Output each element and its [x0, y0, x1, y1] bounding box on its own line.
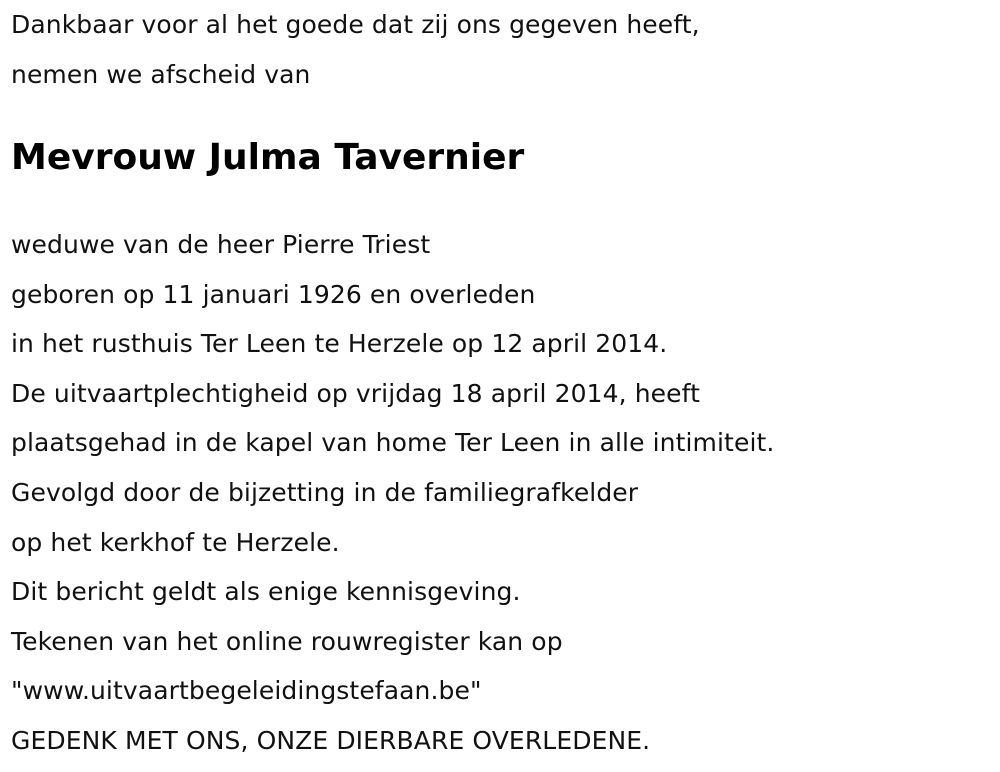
- intro-line: Dankbaar voor al het goede dat zij ons gegeven heeft,: [11, 10, 700, 39]
- closing-line: GEDENK MET ONS, ONZE DIERBARE OVERLEDENE.: [11, 725, 651, 755]
- notice-line: geboren op 11 januari 1926 en overleden: [11, 279, 536, 309]
- notice-line: Tekenen van het online rouwregister kan op: [11, 626, 563, 656]
- notice-line: De uitvaartplechtigheid op vrijdag 18 april 2014, heeft: [11, 378, 701, 408]
- notice-line: plaatsgehad in de kapel van home Ter Leen in alle intimiteit.: [11, 428, 775, 458]
- notice-line: Dit bericht geldt als enige kennisgeving.: [11, 577, 521, 607]
- intro-line: nemen we afscheid van: [11, 59, 311, 89]
- notice-line: in het rusthuis Ter Leen te Herzele op 12 april 2014.: [11, 329, 668, 359]
- notice-line: op het kerkhof te Herzele.: [11, 527, 340, 557]
- notice-body: [11, 220, 991, 766]
- notice-line: Gevolgd door de bijzetting in de familiegrafkelder: [11, 477, 639, 507]
- death-notice: [11, 0, 991, 766]
- notice-line: weduwe van de heer Pierre Triest: [11, 230, 431, 259]
- website-line: "www.uitvaartbegeleidingstefaan.be": [11, 676, 482, 706]
- intro-text: [11, 0, 991, 98]
- deceased-name: Mevrouw Julma Tavernier: [11, 137, 525, 178]
